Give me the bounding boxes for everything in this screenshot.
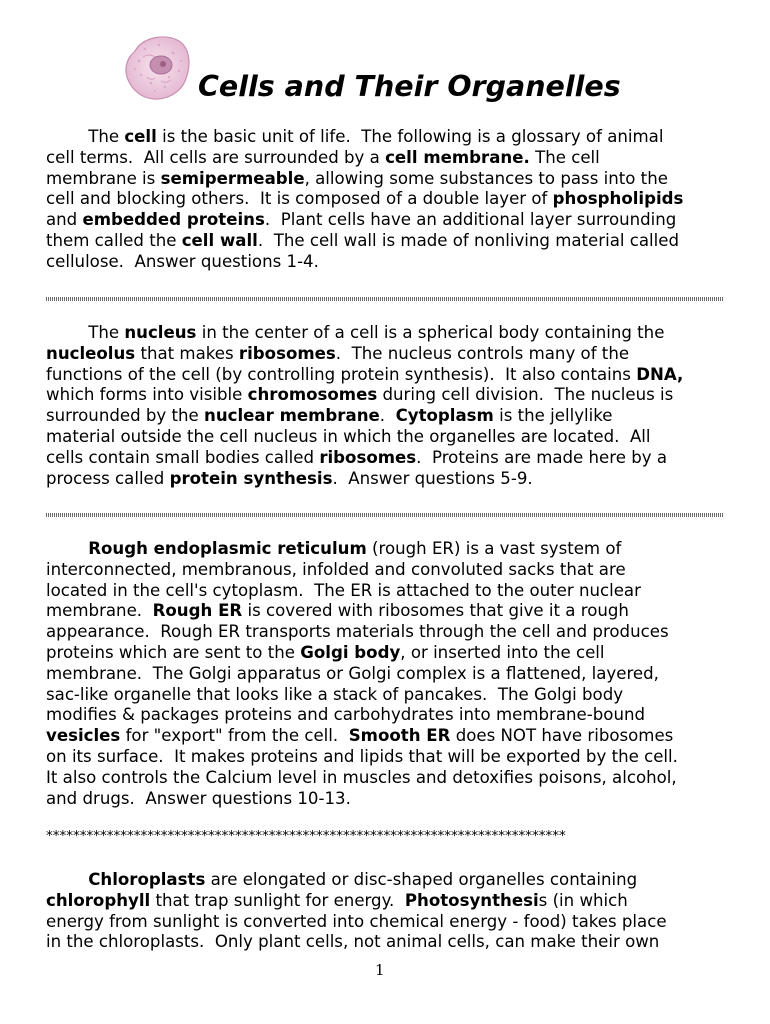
- key-term: Rough endoplasmic reticulum: [88, 539, 367, 558]
- page-number: 1: [375, 961, 385, 979]
- paragraph-endoplasmic-reticulum: [46, 539, 746, 809]
- key-term: vesicles: [46, 726, 121, 746]
- key-term: cell: [124, 127, 157, 146]
- key-term: phospholipids: [552, 189, 684, 209]
- text-line: interconnected, membranous, infolded and convoluted sacks that are: [46, 559, 626, 579]
- text-line: in the chloroplasts. Only plant cells, not animal cells, can make their own: [46, 932, 660, 952]
- key-term: semipermeable: [160, 168, 305, 188]
- text-line: sac-like organelle that looks like a stack of pancakes. The Golgi body: [46, 684, 624, 704]
- text-line: nucleolus that makes ribosomes. The nucleus controls many of the: [46, 343, 630, 363]
- paragraph-chloroplasts: [46, 870, 746, 953]
- key-term: Cytoplasm: [395, 406, 494, 426]
- text-line: located in the cell's cytoplasm. The ER is attached to the outer nuclear: [46, 580, 641, 600]
- paragraph-nucleus: [46, 323, 746, 489]
- text-line: energy from sunlight is converted into chemical energy - food) takes place: [46, 911, 667, 931]
- key-term: embedded proteins: [82, 210, 265, 230]
- key-term: nucleus: [124, 323, 197, 342]
- text-line: appearance. Rough ER transports materials through the cell and produces: [46, 622, 669, 642]
- text-line: on its surface. It makes proteins and lipids that will be exported by the cell.: [46, 746, 678, 766]
- key-term: Rough ER: [152, 601, 243, 621]
- key-term: ribosomes: [319, 447, 417, 467]
- key-term: Photosynthesi: [404, 890, 539, 910]
- key-term: ribosomes: [238, 343, 336, 363]
- key-term: protein synthesis: [169, 468, 333, 488]
- text-line: surrounded by the nuclear membrane. Cytoplasm is the jellylike: [46, 406, 613, 426]
- text-line: and drugs. Answer questions 10-13.: [46, 788, 351, 808]
- text-line: The nucleus in the center of a cell is a spherical body containing the: [46, 323, 665, 342]
- key-term: nuclear membrane: [204, 406, 380, 426]
- text-line: membrane. Rough ER is covered with ribosomes that give it a rough: [46, 601, 629, 621]
- text-line: process called protein synthesis. Answer questions 5-9.: [46, 468, 533, 488]
- key-term: nucleolus: [46, 343, 136, 363]
- text-line: cellulose. Answer questions 1-4.: [46, 251, 319, 271]
- animal-cell-image: [121, 31, 193, 105]
- key-term: cell wall: [181, 230, 258, 250]
- text-line: chlorophyll that trap sunlight for energy. Photosynthesis (in which: [46, 890, 628, 910]
- text-line: cell and blocking others. It is composed of a double layer of phospholipids: [46, 189, 684, 209]
- key-term: Smooth ER: [348, 726, 451, 746]
- text-line: membrane. The Golgi apparatus or Golgi complex is a flattened, layered,: [46, 663, 659, 683]
- key-term: Chloroplasts: [88, 870, 206, 889]
- text-line: The cell is the basic unit of life. The following is a glossary of animal: [46, 127, 664, 146]
- text-line: and embedded proteins. Plant cells have an additional layer surrounding: [46, 210, 677, 230]
- text-line: modifies & packages proteins and carbohydrates into membrane-bound: [46, 705, 646, 725]
- key-term: DNA,: [636, 364, 684, 384]
- text-line: cell terms. All cells are surrounded by a cell membrane. The cell: [46, 147, 600, 167]
- dotted-divider: [46, 297, 724, 301]
- key-term: Golgi body: [300, 642, 401, 662]
- text-line: them called the cell wall. The cell wall is made of nonliving material called: [46, 230, 679, 250]
- paragraph-cell-membrane: [46, 127, 746, 273]
- text-line: Chloroplasts are elongated or disc-shaped organelles containing: [88, 870, 638, 889]
- text-line: cells contain small bodies called ribosomes. Proteins are made here by a: [46, 447, 668, 467]
- text-line: which forms into visible chromosomes during cell division. The nucleus is: [46, 385, 674, 405]
- text-line: It also controls the Calcium level in muscles and detoxifies poisons, alcohol,: [46, 767, 677, 787]
- key-term: chlorophyll: [46, 890, 151, 910]
- text-line: functions of the cell (by controlling protein synthesis). It also contains DNA,: [46, 364, 684, 384]
- page-title: Cells and Their Organelles: [198, 70, 621, 103]
- text-line: membrane is semipermeable, allowing some substances to pass into the: [46, 168, 668, 188]
- key-term: chromosomes: [247, 385, 378, 405]
- key-term: cell membrane.: [385, 147, 530, 167]
- dotted-divider: [46, 513, 724, 517]
- star-divider: *****************************************************************************: [46, 828, 566, 844]
- text-line: proteins which are sent to the Golgi body, or inserted into the cell: [46, 642, 605, 662]
- text-line: material outside the cell nucleus in which the organelles are located. All: [46, 426, 651, 446]
- text-line: Rough endoplasmic reticulum (rough ER) is a vast system of: [88, 539, 622, 558]
- text-line: vesicles for "export" from the cell. Smooth ER does NOT have ribosomes: [46, 726, 674, 746]
